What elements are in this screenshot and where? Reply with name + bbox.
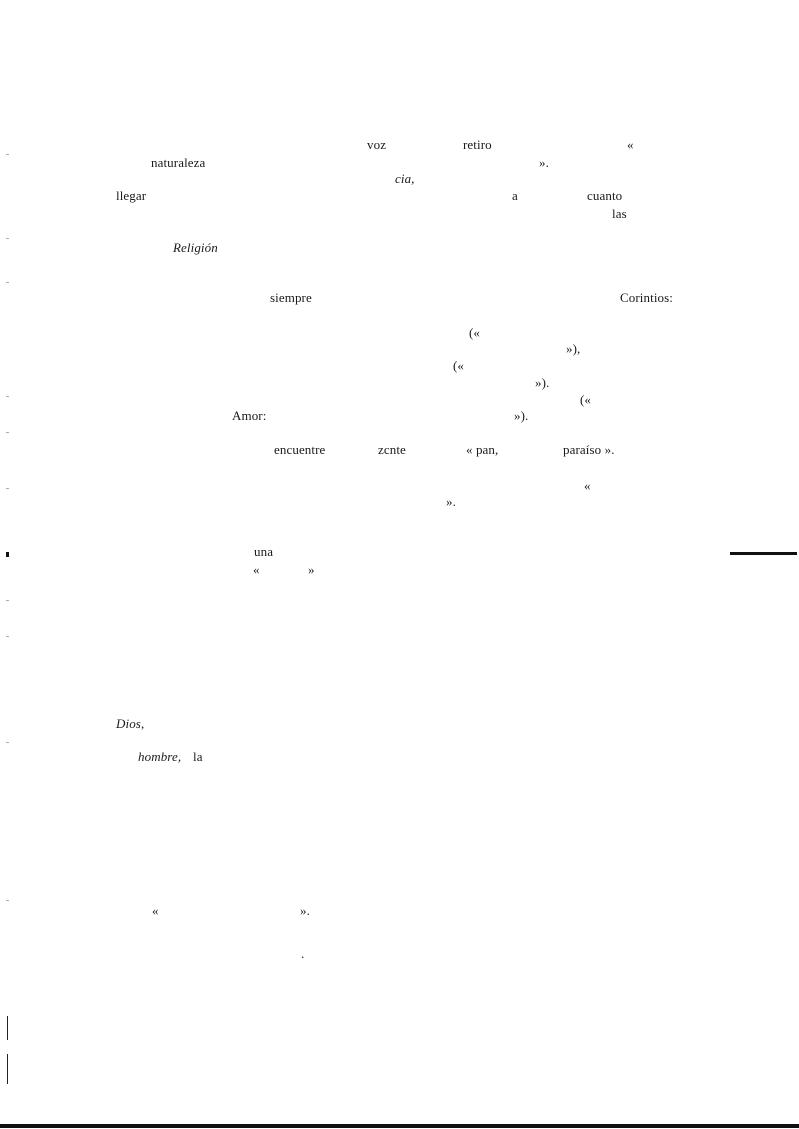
margin-bracket xyxy=(7,1054,8,1084)
dot: . xyxy=(301,946,305,961)
margin-tick xyxy=(6,396,9,397)
word-cuanto: cuanto xyxy=(587,188,623,203)
margin-tick xyxy=(6,600,9,601)
guillemet-open: « xyxy=(584,478,591,493)
margin-tick xyxy=(6,636,9,637)
guillemet-close: ». xyxy=(300,903,310,918)
bottom-rule xyxy=(0,1124,799,1128)
word-retiro: retiro xyxy=(463,137,492,152)
margin-bracket xyxy=(7,1016,8,1040)
word-amor: Amor: xyxy=(232,408,267,423)
word-religion: Religión xyxy=(173,240,218,255)
word-llegar: llegar xyxy=(116,188,147,203)
margin-tick xyxy=(6,742,9,743)
paren-open: (« xyxy=(469,325,481,340)
paren-open: (« xyxy=(453,358,465,373)
word-corintios: Corintios: xyxy=(620,290,674,305)
margin-speck xyxy=(6,552,9,557)
word-una: una xyxy=(254,544,274,559)
word-a: a xyxy=(512,188,518,203)
margin-tick xyxy=(6,282,9,283)
word-paraiso: paraíso ». xyxy=(563,442,615,457)
paren-open: (« xyxy=(580,392,592,407)
word-dios: Dios, xyxy=(116,716,145,731)
margin-tick xyxy=(6,238,9,239)
word-encuentre: encuentre xyxy=(274,442,326,457)
word-zonte: zcnte xyxy=(378,442,406,457)
margin-rule xyxy=(730,552,797,555)
word-las: las xyxy=(612,206,627,221)
word-cia: cia, xyxy=(395,171,415,186)
word-hombre: hombre, xyxy=(138,749,182,764)
paren-close: »), xyxy=(566,341,581,356)
word-la: la xyxy=(193,749,203,764)
word-naturaleza: naturaleza xyxy=(151,155,206,170)
guillemet-close: ». xyxy=(539,155,549,170)
paren-close: »). xyxy=(514,408,529,423)
guillemet-open: « xyxy=(627,137,634,152)
guillemet-close: ». xyxy=(446,494,456,509)
guillemet-close: » xyxy=(308,562,315,577)
margin-tick xyxy=(6,154,9,155)
word-pan: « pan, xyxy=(466,442,499,457)
margin-tick xyxy=(6,432,9,433)
guillemet-open: « xyxy=(152,903,159,918)
word-siempre: siempre xyxy=(270,290,312,305)
paren-close: »). xyxy=(535,375,550,390)
margin-tick xyxy=(6,900,9,901)
margin-tick xyxy=(6,488,9,489)
guillemet-open: « xyxy=(253,562,260,577)
word-voz: voz xyxy=(367,137,387,152)
